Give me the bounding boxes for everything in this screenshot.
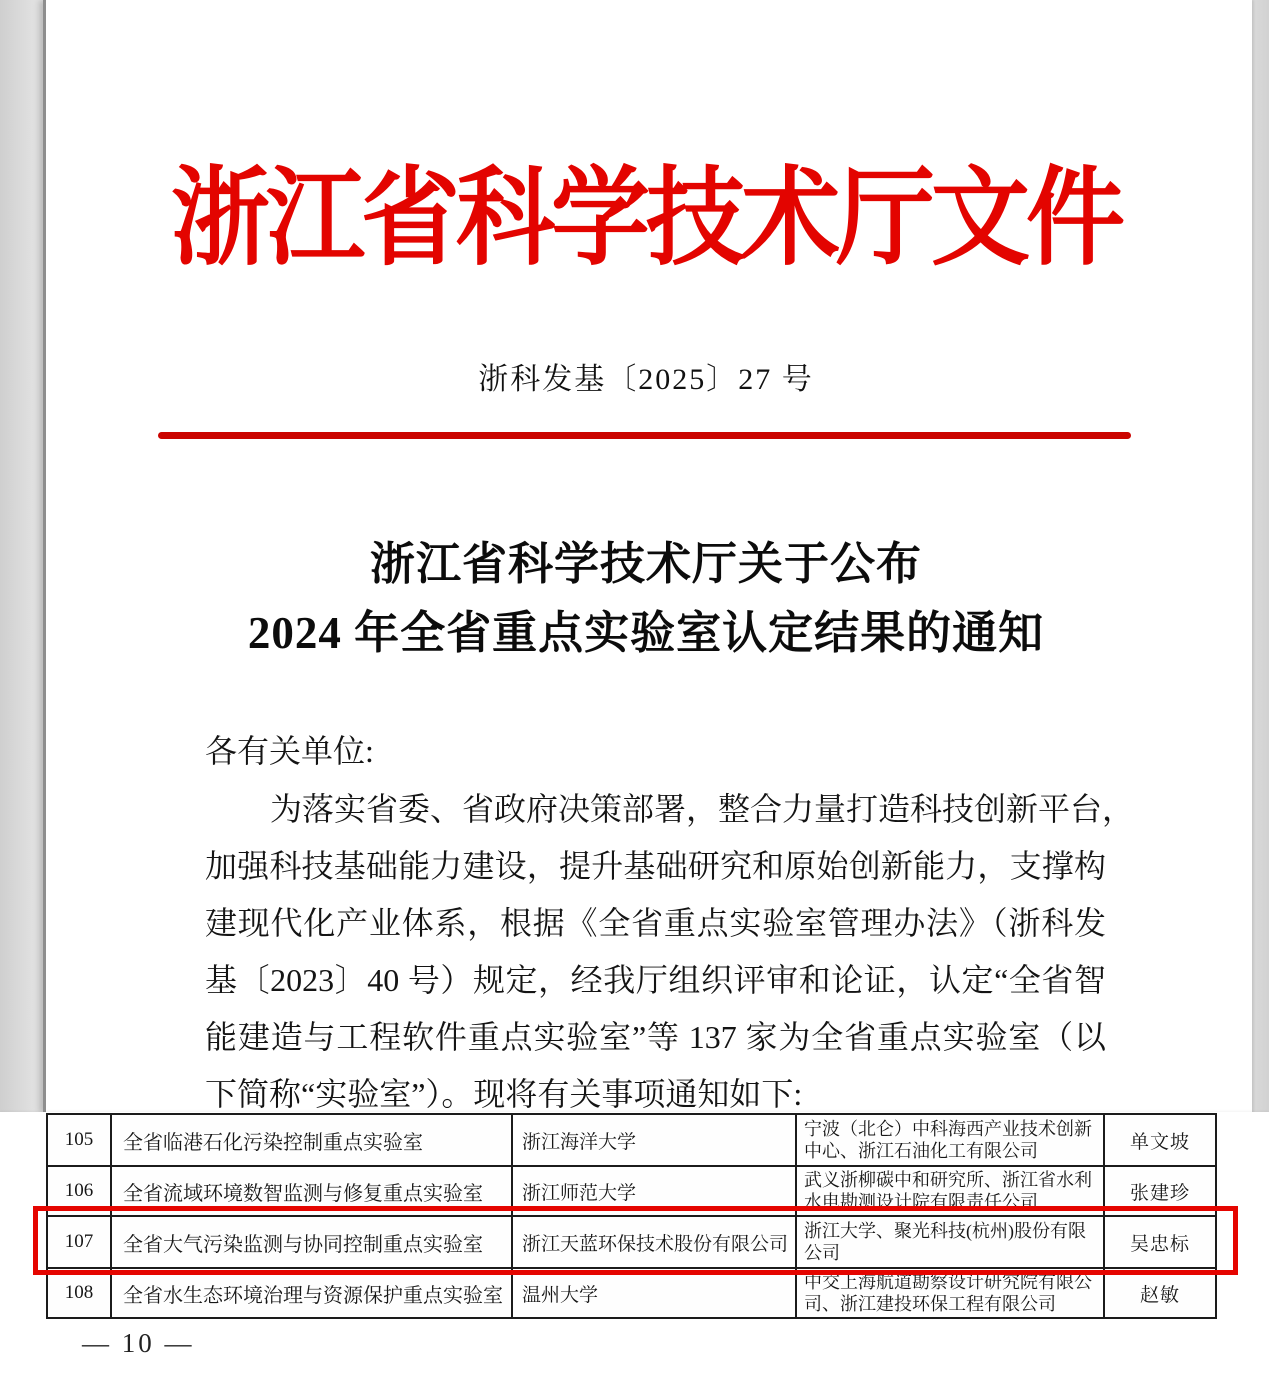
body-paragraph-line: 建现代化产业体系，根据《全省重点实验室管理办法》（浙科发 — [205, 905, 1106, 941]
host-unit-cell: 浙江天蓝环保技术股份有限公司 — [512, 1216, 796, 1268]
host-unit-cell: 温州大学 — [512, 1268, 796, 1318]
body-paragraph-line: 为落实省委、省政府决策部署，整合力量打造科技创新平台， — [270, 791, 1135, 827]
agency-header-title: 浙江省科学技术厅文件 — [171, 160, 1121, 279]
row-number-cell: 105 — [47, 1114, 111, 1166]
document-number: 浙科发基〔2025〕27 号 — [478, 363, 814, 396]
partner-units-cell: 武义浙柳碳中和研究所、浙江省水利水电勘测设计院有限责任公司 — [796, 1166, 1104, 1216]
red-divider-line — [158, 432, 1131, 439]
table-row-108 — [47, 1268, 1216, 1318]
partner-units-cell: 中交上海航道勘察设计研究院有限公司、浙江建投环保工程有限公司 — [796, 1268, 1104, 1318]
notice-title-line-1: 浙江省科学技术厅关于公布 — [369, 539, 922, 589]
host-unit-cell: 浙江师范大学 — [512, 1166, 796, 1216]
table-row-106 — [47, 1166, 1216, 1216]
director-cell: 张建珍 — [1104, 1166, 1216, 1216]
row-number-cell: 108 — [47, 1268, 111, 1318]
body-paragraph-line: 基〔2023〕40 号）规定，经我厅组织评审和论证，认定“全省智 — [205, 962, 1106, 998]
partner-units-cell: 宁波（北仑）中科海西产业技术创新中心、浙江石油化工有限公司 — [796, 1114, 1104, 1166]
body-paragraph-line: 下简称“实验室”）。现将有关事项通知如下: — [205, 1076, 803, 1112]
lab-name-cell: 全省流域环境数智监测与修复重点实验室 — [111, 1166, 512, 1216]
page-number: — 10 — — [82, 1328, 195, 1358]
row-number-cell: 106 — [47, 1166, 111, 1216]
partner-units-cell: 浙江大学、聚光科技(杭州)股份有限公司 — [796, 1216, 1104, 1268]
director-cell: 吴忠标 — [1104, 1216, 1216, 1268]
director-cell: 赵敏 — [1104, 1268, 1216, 1318]
body-paragraph-line: 加强科技基础能力建设，提升基础研究和原始创新能力，支撑构 — [205, 848, 1106, 884]
lab-name-cell: 全省水生态环境治理与资源保护重点实验室 — [111, 1268, 512, 1318]
lab-name-cell: 全省大气污染监测与协同控制重点实验室 — [111, 1216, 512, 1268]
salutation: 各有关单位: — [205, 733, 374, 769]
notice-title-line-2: 2024 年全省重点实验室认定结果的通知 — [247, 608, 1045, 658]
lab-name-cell: 全省临港石化污染控制重点实验室 — [111, 1114, 512, 1166]
host-unit-cell: 浙江海洋大学 — [512, 1114, 796, 1166]
body-paragraph-line: 能建造与工程软件重点实验室”等 137 家为全省重点实验室（以 — [205, 1019, 1106, 1055]
row-number-cell: 107 — [47, 1216, 111, 1268]
table-row-105 — [47, 1114, 1216, 1166]
lab-results-table — [46, 1113, 1217, 1319]
table-row-107-highlighted — [47, 1216, 1216, 1268]
director-cell: 单文坡 — [1104, 1114, 1216, 1166]
